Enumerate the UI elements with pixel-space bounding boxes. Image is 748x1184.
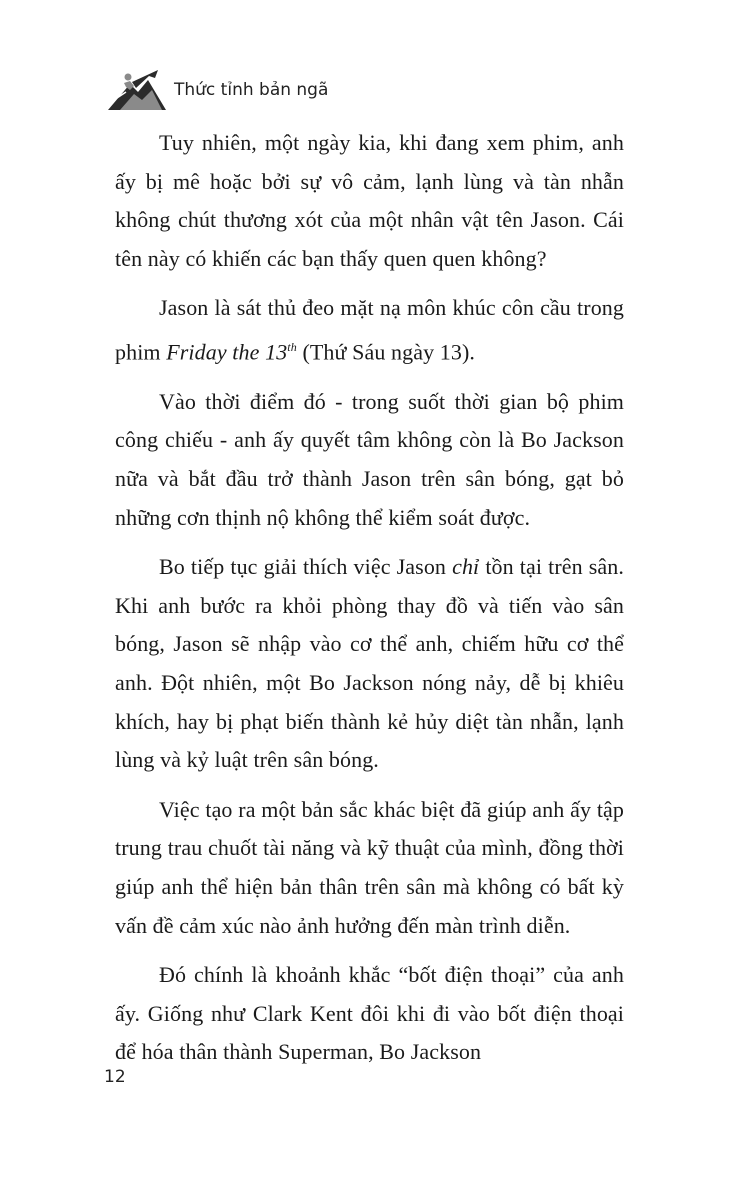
paragraph-2: [115, 289, 624, 372]
body-text: [115, 124, 624, 1083]
paragraph-2-text-a: Jason là sát thủ đeo mặt nạ môn khúc côn cầu trong phim: [115, 295, 624, 365]
running-header: [108, 70, 668, 114]
mountain-climber-logo-icon: [108, 70, 166, 112]
page-number: 12: [104, 1067, 126, 1087]
ordinal-superscript: th: [287, 339, 297, 354]
paragraph-3: Vào thời điểm đó - trong suốt thời gian bộ phim công chiếu - anh ấy quyết tâm không còn là Bo Jackson nữa và bắt đầu trở thành Jason trên sân bóng, gạt bỏ những cơn thịnh nộ không thể kiểm soát được.: [115, 388, 624, 530]
paragraph-4: [115, 548, 624, 780]
paragraph-6: Đó chính là khoảnh khắc “bốt điện thoại” của anh ấy. Giống như Clark Kent đôi khi đi vào bốt điện thoại để hóa thân thành Superman, Bo Jackson: [115, 962, 624, 1065]
paragraph-4-text-b: tồn tại trên sân. Khi anh bước ra khỏi phòng thay đồ và tiến vào sân bóng, Jason sẽ nhập vào cơ thể anh, chiếm hữu cơ thể anh. Đột nhiên, một Bo Jackson nóng nảy, dễ bị khiêu khích, hay bị phạt biến thành kẻ hủy diệt tàn nhẫn, lạnh lùng và kỷ luật trên sân bóng.: [115, 554, 625, 773]
paragraph-1: Tuy nhiên, một ngày kia, khi đang xem phim, anh ấy bị mê hoặc bởi sự vô cảm, lạnh lùng và tàn nhẫn không chút thương xót của một nhân vật tên Jason. Cái tên này có khiến các bạn thấy quen quen không?: [115, 130, 624, 271]
paragraph-2-text-b: (Thứ Sáu ngày 13).: [296, 339, 476, 365]
movie-title: Friday the 13: [166, 339, 288, 365]
emphasis-word: chỉ: [452, 554, 480, 580]
paragraph-4-text-a: Bo tiếp tục giải thích việc Jason: [159, 554, 453, 580]
paragraph-5: Việc tạo ra một bản sắc khác biệt đã giúp anh ấy tập trung trau chuốt tài năng và kỹ thuật của mình, đồng thời giúp anh thể hiện bản thân trên sân mà không có bất kỳ vấn đề cảm xúc nào ảnh hưởng đến màn trình diễn.: [115, 796, 624, 938]
book-title: Thức tỉnh bản ngã: [174, 80, 329, 100]
